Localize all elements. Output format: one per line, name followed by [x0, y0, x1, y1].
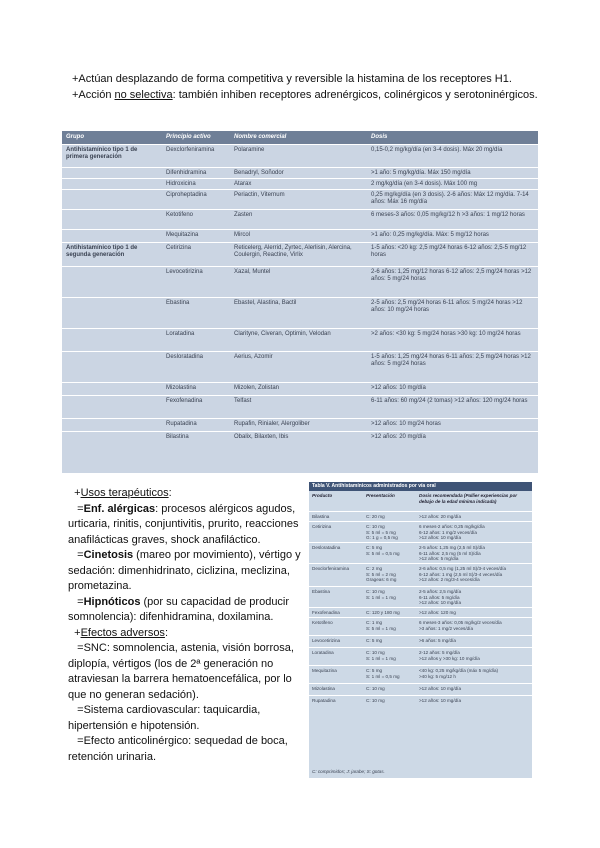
uses-alergicas-bold: Enf. alérgicas — [83, 502, 156, 515]
row-dosis: 2-6 años: 1,25 mg/12 horas 6-12 años: 2,5 mg/24 horas >12 años: 5 mg/24 horas — [371, 269, 532, 283]
adversos-heading-plus: + — [74, 626, 81, 639]
adversos-snc-text: =SNC: somnolencia, astenia, visión borrosa, diplopía, vértigos (los de 2ª generación no atraviesan la barrera hematoencefálica, por lo que no generan sedación). — [68, 642, 294, 701]
row-presentacion: C: 5 mg S: 5 ml = 0,5 mg — [366, 545, 400, 556]
row-nombre: Atarax — [234, 181, 252, 187]
antihistamine-table-header — [62, 131, 538, 144]
uses-hipnoticos — [68, 595, 308, 626]
uses-alergicas-rest: : procesos alérgicos agudos, urticaria, rinitis, conjuntivitis, prurito, reacciones anafilácticas graves, shock anafiláctico. — [68, 502, 299, 546]
table-row — [309, 647, 532, 665]
row-principio: Mequitazina — [166, 232, 199, 238]
row-dosis: >12 años: 10 mg/día — [419, 686, 462, 691]
table-row — [309, 635, 532, 647]
uses-cinetosis-prefix: = — [77, 549, 84, 561]
row-nombre: Benadryl, Soñodor — [234, 170, 284, 176]
row-producto: Fexofenadina — [312, 610, 340, 615]
row-dosis: 2-5 años: 1,25 mg (2,5 ml S)/día 6-11 años: 2,5 mg (5 ml S)/día >12 años: 5 mg/día — [419, 545, 485, 562]
table-row — [62, 328, 538, 351]
header-presentacion: Presentación — [366, 493, 395, 498]
adversos-anticol — [68, 734, 308, 765]
table-row — [309, 542, 532, 563]
row-dosis: >12 años: 10 mg/día — [419, 698, 462, 703]
table-row — [309, 586, 532, 607]
row-presentacion: C: 10 mg S: 5 ml = 5 mg G: 1 g = 0,5 mg — [366, 524, 398, 541]
row-dosis: 1-5 años: <20 kg: 2,5 mg/24 horas 6-12 años: 2,5-5 mg/12 horas — [371, 245, 527, 259]
row-dosis: 6 meses-2 años: 0,25 mg/kg/día 6-12 años: 1 mg/2 veces/día >12 años: 10 mg/día — [419, 524, 485, 541]
row-dosis: >12 años: 20 mg/día — [371, 434, 426, 440]
row-presentacion: C: 5 mg S: 1 ml = 0,5 mg — [366, 668, 400, 679]
uses-heading — [68, 486, 308, 502]
table-row — [309, 695, 532, 707]
row-nombre: Obalix, Bilaxten, Ibis — [234, 434, 289, 440]
row-dosis: >2 años: <30 kg: 5 mg/24 horas >30 kg: 10 mg/24 horas — [371, 331, 521, 337]
row-dosis: >12 años: 10 mg/día — [371, 385, 426, 391]
row-presentacion: C: 1 mg S: 5 ml = 1 mg — [366, 620, 396, 631]
table-row — [309, 563, 532, 586]
uses-alergicas-prefix: = — [77, 502, 84, 515]
adversos-cardio-text: =Sistema cardiovascular: taquicardia, hipertensión e hipotensión. — [68, 704, 261, 732]
table-row — [309, 617, 532, 635]
row-dosis: >6 años: 5 mg/día — [419, 638, 456, 643]
row-principio: Ciproheptadina — [166, 192, 207, 198]
table-row — [62, 167, 538, 178]
row-producto: Cetirizina — [312, 524, 332, 529]
row-presentacion: C: 5 mg — [366, 638, 383, 643]
uses-hipnoticos-prefix: = — [77, 595, 84, 608]
row-presentacion: C: 10 mg S: 1 ml = 1 mg — [366, 589, 396, 600]
row-producto: Ebastina — [312, 589, 330, 594]
row-producto: Levocetirizina — [312, 638, 341, 643]
adversos-heading-colon: : — [164, 626, 168, 639]
row-dosis: 2-5 años: 2,5 mg/24 horas 6-11 años: 5 mg/24 horas >12 años: 10 mg/24 horas — [371, 300, 523, 314]
intro-line-2 — [72, 87, 552, 103]
row-producto: Rupatadina — [312, 698, 336, 703]
row-principio: Hidroxicina — [166, 181, 196, 187]
table-row — [62, 431, 538, 444]
table-row — [62, 144, 538, 167]
table-row — [309, 511, 532, 521]
row-presentacion: C: 120 y 180 mg — [366, 610, 400, 615]
row-presentacion: C: 20 mg — [366, 514, 385, 519]
row-presentacion: C: 10 mg — [366, 698, 385, 703]
adversos-cardio — [68, 703, 308, 734]
row-producto: Mequitazina — [312, 668, 337, 673]
row-dosis: 0,15-0,2 mg/kg/día (en 3-4 dosis). Máx 20 mg/día — [371, 147, 503, 153]
row-dosis: 6-11 años: 60 mg/24 (2 tomas) >12 años: 120 mg/24 horas — [371, 398, 528, 404]
uses-heading-text: Usos terapéuticos — [80, 487, 169, 499]
row-dosis: 0,25 mg/kg/día (en 3 dosis). 2-6 años: Máx 12 mg/día. 7-14 años: Máx 16 mg/día — [371, 192, 529, 206]
row-nombre: Zasten — [234, 212, 253, 218]
row-dosis: >12 años: 120 mg — [419, 610, 456, 615]
intro-text — [72, 71, 552, 103]
intro-no-selectiva: no selectiva — [114, 89, 173, 101]
intro-line-1: +Actúan desplazando de forma competitiva y reversible la histamina de los receptores H1. — [72, 73, 512, 85]
row-principio: Bilastina — [166, 434, 189, 440]
uses-section — [68, 486, 308, 765]
table-row — [309, 665, 532, 683]
row-group: Antihistamínico tipo 1 de segunda generación — [66, 245, 138, 259]
row-nombre: Ebastel, Alastina, Bactil — [234, 300, 297, 306]
row-principio: Levocetirizina — [166, 269, 203, 275]
row-presentacion: C: 10 mg S: 1 ml = 1 mg — [366, 650, 396, 661]
table-row — [309, 683, 532, 695]
row-producto: Dexclorfeniramina — [312, 566, 350, 571]
table-row — [309, 521, 532, 542]
oral-table-title: Tabla V. Antihistamínicos administrados por vía oral — [309, 482, 532, 491]
row-nombre: Telfast — [234, 398, 252, 404]
row-dosis: 2-5 años: 2,5 mg/día 6-11 años: 5 mg/día >12 años: 10 mg/día — [419, 589, 462, 606]
row-principio: Fexofenadina — [166, 398, 203, 404]
row-presentacion: C: 10 mg — [366, 686, 385, 691]
table-row — [62, 266, 538, 297]
oral-antihistamine-table — [309, 482, 532, 778]
header-dosis-recomendada: Dosis recomendada (Pallier experiencias por debajo de la edad mínima indicada) — [419, 493, 518, 504]
row-dosis: >1 año: 5 mg/kg/día. Máx 150 mg/día — [371, 170, 471, 176]
row-dosis: 2-12 años: 5 mg/día >12 años y >30 kg: 10 mg/día — [419, 650, 480, 661]
row-dosis: 2 mg/kg/día (en 3-4 dosis). Máx 100 mg — [371, 181, 478, 187]
antihistamine-table-body — [62, 144, 538, 444]
row-producto: Ketotifeno — [312, 620, 333, 625]
row-dosis: >12 años: 20 mg/día — [419, 514, 462, 519]
row-principio: Loratadina — [166, 331, 195, 337]
antihistamine-table — [62, 131, 538, 473]
uses-cinetosis-bold: Cinetosis — [83, 549, 134, 561]
row-nombre: Polaramine — [234, 147, 265, 153]
oral-table-footnote: C: comprimidos; J: jarabe; S: gotas. — [312, 769, 385, 775]
row-nombre: Reticelerg, Alerrid, Zyrtec, Alerlisin, Alercina, Coulergin, Reactine, Virlix — [234, 245, 352, 259]
row-producto: Desloratadina — [312, 545, 341, 550]
table-row — [62, 209, 538, 229]
header-producto: Producto — [312, 493, 333, 498]
row-nombre: Aerius, Azomir — [234, 354, 273, 360]
intro-line-2-rest: : también inhiben receptores adrenérgicos, colinérgicos y serotoninérgicos. — [172, 89, 538, 101]
row-principio: Dexclorfeniramina — [166, 147, 215, 153]
row-principio: Ebastina — [166, 300, 190, 306]
row-dosis: 1-5 años: 1,25 mg/24 horas 6-11 años: 2,5 mg/24 horas >12 años: 5 mg/24 horas — [371, 354, 531, 368]
uses-cinetosis — [68, 548, 308, 595]
table-row — [62, 229, 538, 242]
oral-table-body — [309, 511, 532, 707]
row-producto: Loratadina — [312, 650, 334, 655]
row-nombre: Mircol — [234, 232, 250, 238]
uses-alergicas — [68, 502, 308, 549]
row-producto: Mizolastina — [312, 686, 335, 691]
table-row — [62, 418, 538, 431]
adversos-heading-text: Efectos adversos — [80, 626, 165, 639]
adversos-heading — [68, 626, 308, 642]
row-dosis: 6 meses-3 años: 0,05 mg/kg/2 veces/día >3 años: 1 mg/2 veces/día — [419, 620, 502, 631]
table-row — [62, 242, 538, 266]
row-principio: Rupatadina — [166, 421, 197, 427]
row-dosis: >1 año: 0,25 mg/kg/día. Máx: 5 mg/12 horas — [371, 232, 489, 238]
adversos-snc — [68, 641, 308, 703]
row-nombre: Clarityne, Civeran, Optimin, Velodan — [234, 331, 331, 337]
uses-hipnoticos-rest: (por su capacidad de producir somnolencia): difenhidramina, doxilamina. — [68, 595, 290, 623]
table-row — [62, 382, 538, 395]
table-row — [62, 189, 538, 209]
row-principio: Difenhidramina — [166, 170, 207, 176]
header-grupo: Grupo — [66, 134, 84, 140]
row-principio: Desloratadina — [166, 354, 204, 360]
row-presentacion: C: 2 mg S: 5 ml = 2 mg Grageas: 6 mg — [366, 566, 397, 583]
uses-cinetosis-rest: (mareo por movimiento), vértigo y sedación: dimenhidrinato, ciclizina, meclizina, prometazina. — [68, 549, 301, 592]
uses-heading-colon: : — [168, 487, 172, 499]
table-row — [62, 351, 538, 382]
table-row — [62, 178, 538, 189]
row-principio: Ketotifeno — [166, 212, 194, 218]
row-principio: Cetirizina — [166, 245, 192, 251]
adversos-anticol-text: =Efecto anticolinérgico: sequedad de boca, retención urinaria. — [68, 735, 288, 763]
row-group: Antihistamínico tipo 1 de primera generación — [66, 147, 138, 161]
uses-hipnoticos-bold: Hipnóticos — [83, 595, 141, 608]
row-nombre: Mizolen, Zolistan — [234, 385, 280, 391]
row-nombre: Xazal, Muntel — [234, 269, 271, 275]
header-nombre: Nombre comercial — [234, 134, 287, 140]
row-dosis: 6 meses-3 años: 0,05 mg/kg/12 h >3 años: 1 mg/12 horas — [371, 212, 525, 218]
table-row — [62, 395, 538, 418]
row-dosis: >12 años: 10 mg/24 horas — [371, 421, 441, 427]
row-principio: Mizolastina — [166, 385, 197, 391]
intro-line-2-prefix: +Acción — [72, 89, 115, 101]
row-dosis: 2-6 años: 0,5 mg (1,25 ml S)/3-4 veces/día 6-12 años: 1 mg (2,5 ml S)/3-4 veces/día >12 años: 2 mg/3-4 veces/día — [419, 566, 507, 583]
row-dosis: <40 kg: 0,25 mg/kg/día (máx 5 mg/día) >40 kg: 5 mg/12 h — [419, 668, 499, 679]
uses-heading-plus: + — [74, 487, 81, 499]
row-nombre: Periactin, Viternum — [234, 192, 285, 198]
header-dosis: Dosis — [371, 134, 388, 140]
row-nombre: Rupafin, Rinialer, Alergoliber — [234, 421, 310, 427]
table-row — [62, 297, 538, 328]
header-principio: Principio activo — [166, 134, 211, 140]
row-producto: Bilastina — [312, 514, 330, 519]
oral-table-header — [309, 491, 532, 511]
table-row — [309, 607, 532, 617]
